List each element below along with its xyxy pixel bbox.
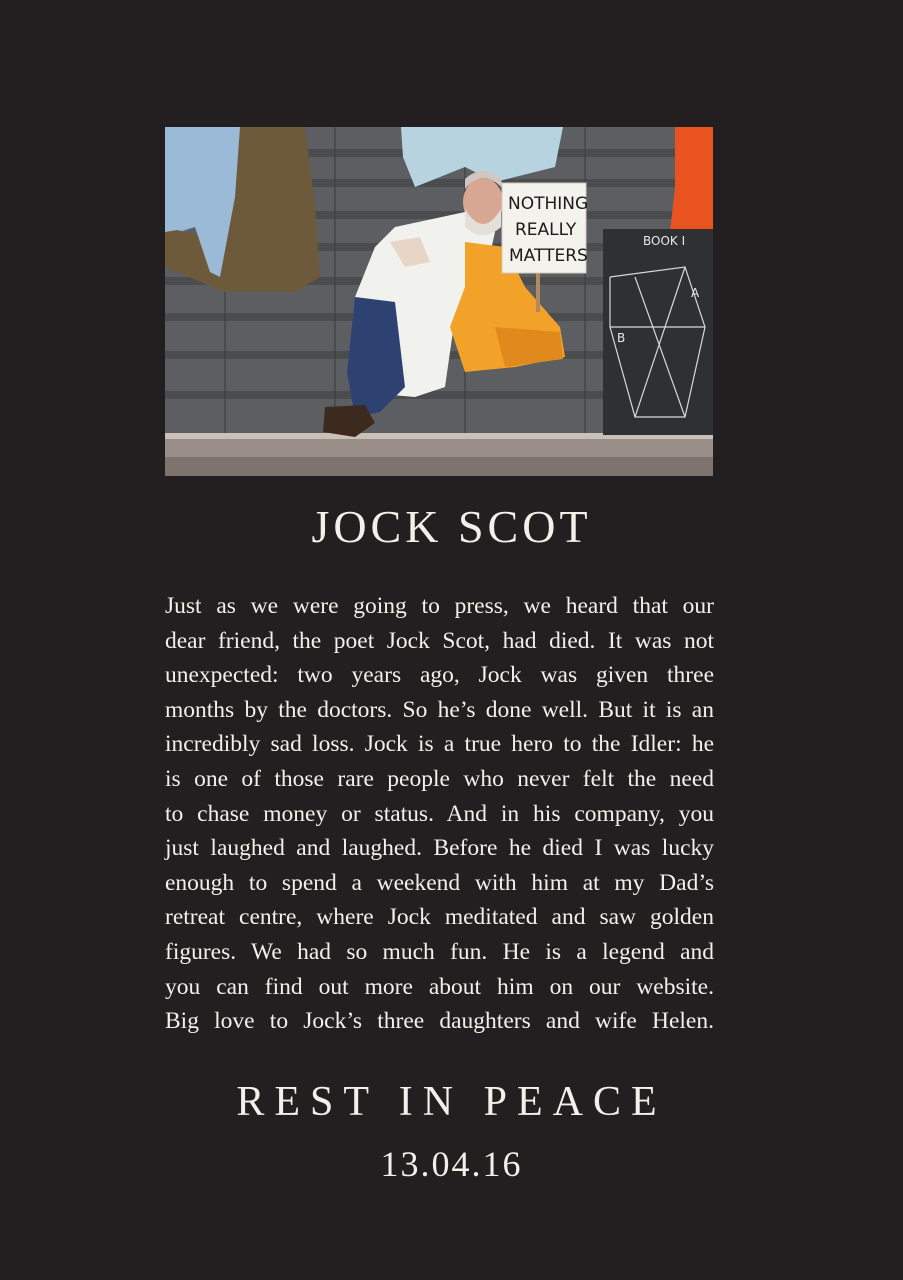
board-label: BOOK I (643, 234, 686, 248)
tribute-line: to chase money or status. And in his company, you (165, 800, 714, 827)
tribute-line: enough to spend a weekend with him at my Dad’s (165, 869, 714, 896)
tribute-line: unexpected: two years ago, Jock was given three (165, 662, 714, 689)
tribute-line: you can find out more about him on our website. (165, 973, 714, 1000)
board-letter-b: B (617, 331, 626, 345)
death-date: 13.04.16 (380, 1144, 523, 1184)
tribute-line: is one of those rare people who never felt the need (165, 765, 714, 792)
sign-line-1: NOTHING (508, 194, 589, 214)
sign-line-3: MATTERS (509, 246, 588, 266)
tribute-line: just laughed and laughed. Before he died I was lucky (165, 835, 714, 862)
closing-heading: REST IN PEACE (236, 1079, 667, 1125)
tribute-line: months by the doctors. So he’s done well. But it is an (165, 696, 714, 723)
tribute-line: Big love to Jock’s three daughters and wife Helen. (165, 1008, 714, 1035)
sign-line-2: REALLY (515, 220, 577, 240)
tribute-line: Just as we were going to press, we heard that our (165, 593, 714, 619)
tribute-line: dear friend, the poet Jock Scot, had died. It was not (165, 627, 714, 654)
memorial-photo (165, 127, 713, 476)
page-title: JOCK SCOT (311, 501, 592, 552)
tribute-line: figures. We had so much fun. He is a legend and (165, 938, 714, 965)
tribute-line: incredibly sad loss. Jock is a true hero to the Idler: he (165, 731, 714, 758)
tribute-text (165, 589, 714, 1039)
tribute-line: retreat centre, where Jock meditated and saw golden (165, 904, 714, 931)
board-letter-a: A (691, 286, 700, 300)
